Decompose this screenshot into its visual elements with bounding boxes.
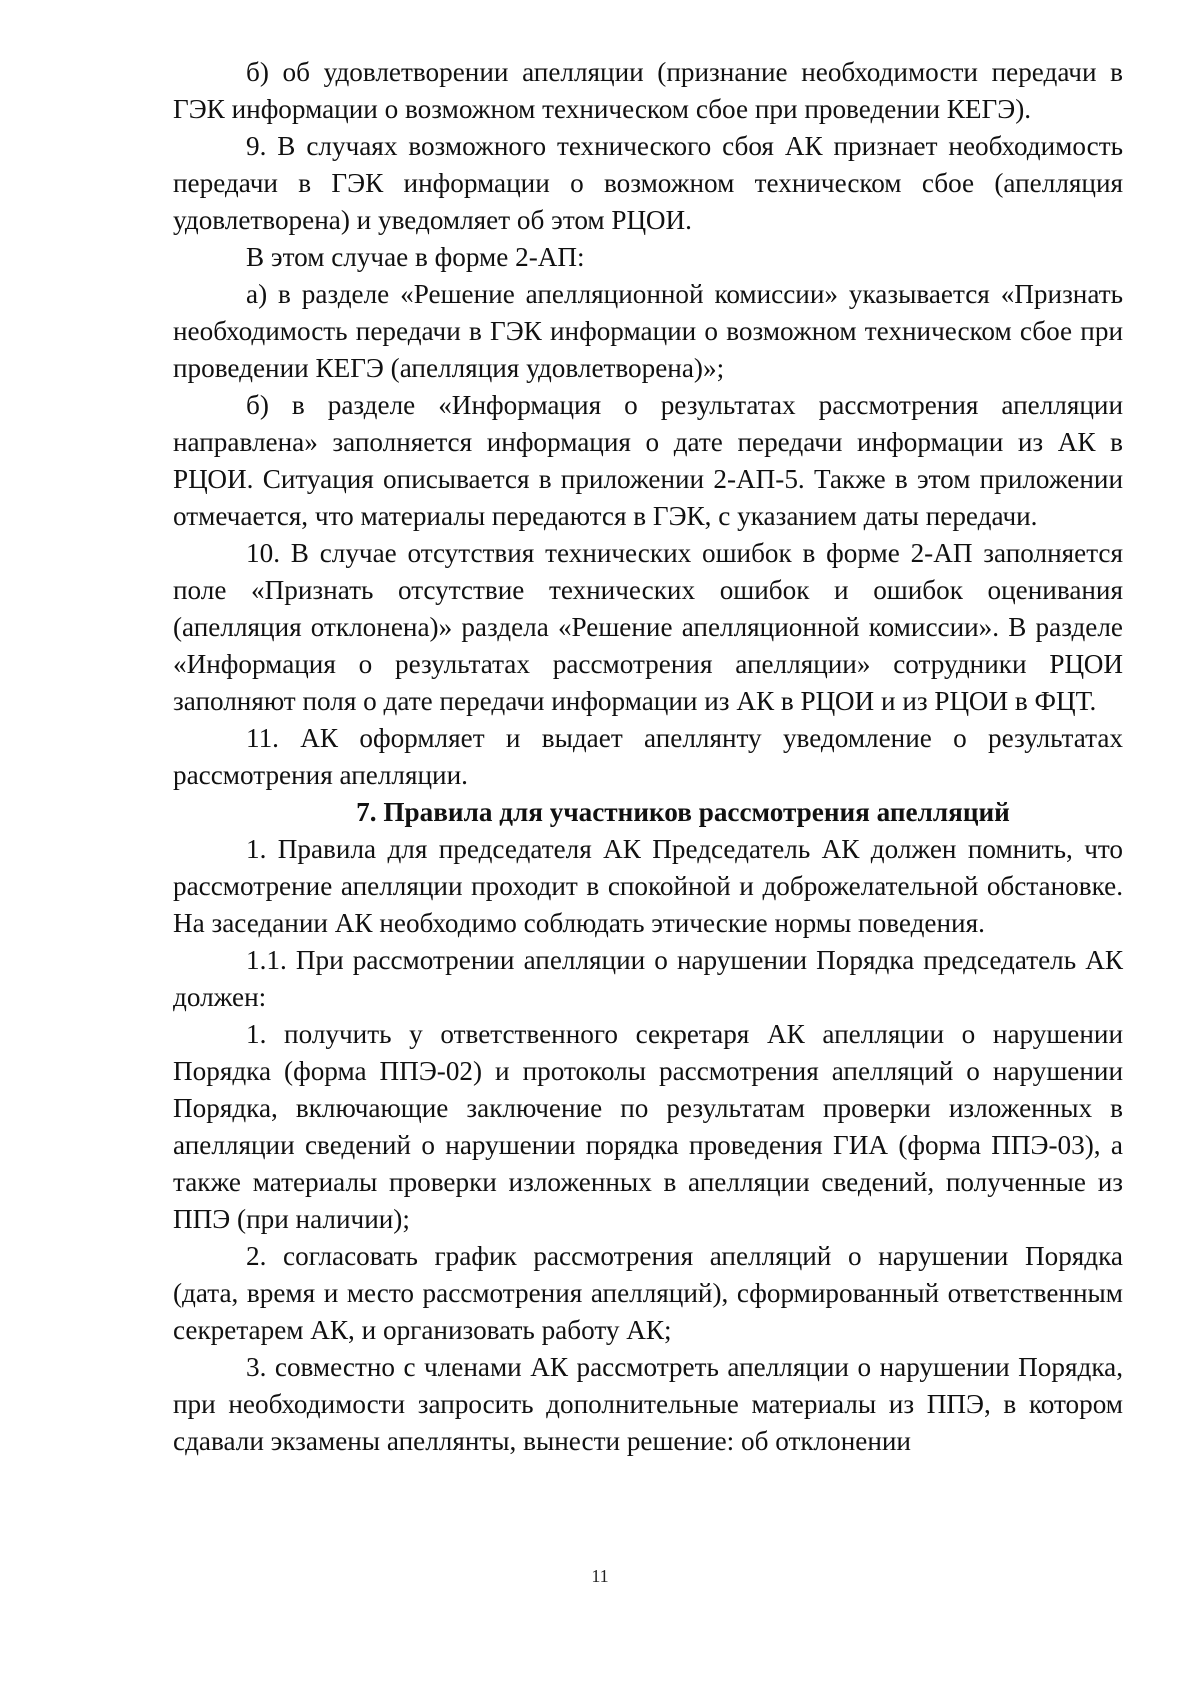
paragraph-subitem-a: а) в разделе «Решение апелляционной комиссии» указывается «Признать необходимость передачи в ГЭК информации о возможном техническом сбое при проведении КЕГЭ (апелляция удовлетворена)»; [173,279,1123,383]
page-number: 11 [591,1566,609,1586]
paragraph-item-10: 10. В случае отсутствия технических ошибок в форме 2-АП заполняется поле «Признать отсутствие технических ошибок и ошибок оценивания (апелляция отклонена)» раздела «Решение апелляционной комиссии». В разделе «Информация о результатах рассмотрения апелляции» сотрудники РЦОИ заполняют поля о дате передачи информации из АК в РЦОИ и из РЦОИ в ФЦТ. [173,538,1123,716]
paragraph-chair-rules: 1. Правила для председателя АК Председатель АК должен помнить, что рассмотрение апелляции проходит в спокойной и доброжелательной обстановке. На заседании АК необходимо соблюдать этические нормы поведения. [173,834,1123,938]
paragraph-approval-result: б) об удовлетворении апелляции (признание необходимости передачи в ГЭК информации о возможном техническом сбое при проведении КЕГЭ). [173,57,1123,124]
paragraph-item-9: 9. В случаях возможного технического сбоя АК признает необходимость передачи в ГЭК информации о возможном техническом сбое (апелляция удовлетворена) и уведомляет об этом РЦОИ. [173,131,1123,235]
document-body [173,54,1123,1460]
paragraph-duty-2: 2. согласовать график рассмотрения апелляций о нарушении Порядка (дата, время и место рассмотрения апелляций), сформированный ответственным секретарем АК, и организовать работу АК; [173,1241,1123,1345]
paragraph-duty-3: 3. совместно с членами АК рассмотреть апелляции о нарушении Порядка, при необходимости запросить дополнительные материалы из ППЭ, в котором сдавали экзамены апеллянты, вынести решение: об отклонении [173,1352,1123,1456]
paragraph-duty-1: 1. получить у ответственного секретаря АК апелляции о нарушении Порядка (форма ППЭ-02) и протоколы рассмотрения апелляций о нарушении Порядка, включающие заключение по результатам проверки изложенных в апелляции сведений о нарушении порядка проведения ГИА (форма ППЭ-03), а также материалы проверки изложенных в апелляции сведений, полученные из ППЭ (при наличии); [173,1019,1123,1234]
section-heading: 7. Правила для участников рассмотрения апелляций [356,797,1010,827]
paragraph-item-11: 11. АК оформляет и выдает апеллянту уведомление о результатах рассмотрения апелляции. [173,723,1123,790]
paragraph-item-1-1: 1.1. При рассмотрении апелляции о нарушении Порядка председатель АК должен: [173,945,1123,1012]
paragraph-form-2ap-intro: В этом случае в форме 2-АП: [246,242,585,272]
paragraph-subitem-b: б) в разделе «Информация о результатах рассмотрения апелляции направлена» заполняется информация о дате передачи информации из АК в РЦОИ. Ситуация описывается в приложении 2-АП-5. Также в этом приложении отмечается, что материалы передаются в ГЭК, с указанием даты передачи. [173,390,1123,531]
